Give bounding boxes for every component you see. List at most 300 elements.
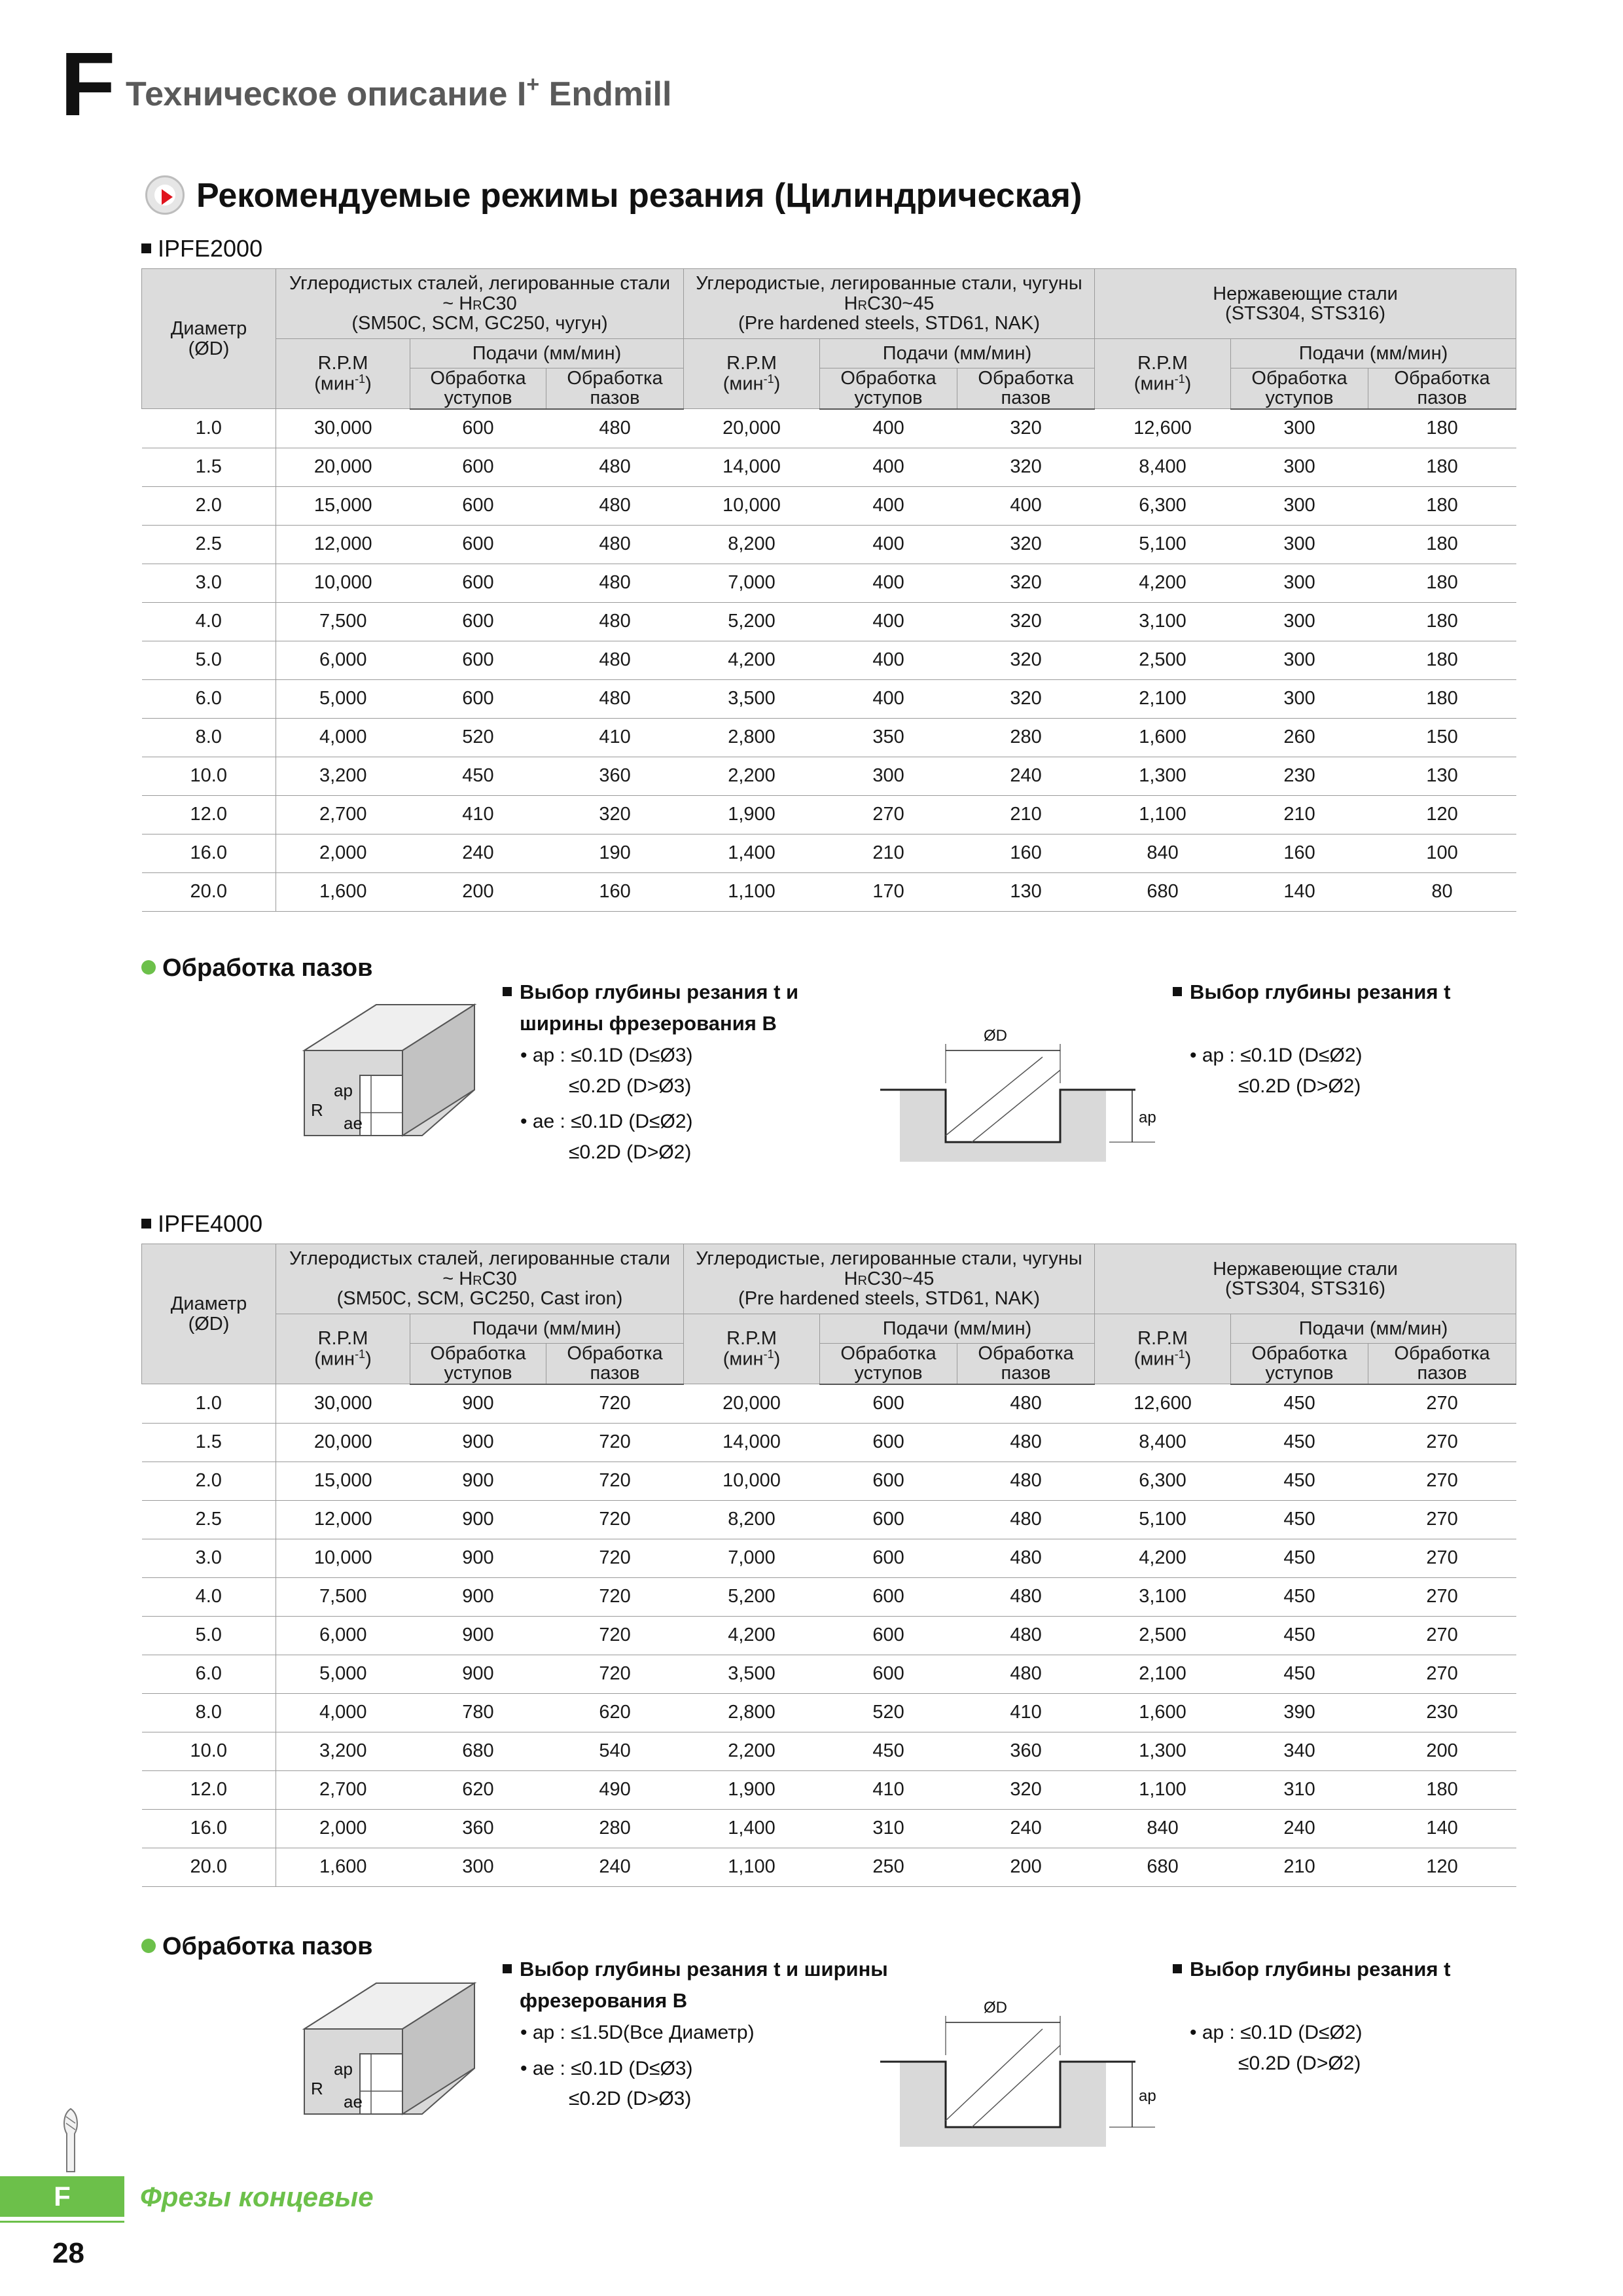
material-group-header: Углеродистых сталей, легированные стали ~ HRC30 (SM50C, SCM, GC250, Cast iron) [276,1244,684,1314]
table-cell: 14,000 [684,448,820,486]
table-cell: 180 [1368,1770,1516,1809]
table-cell: 3.0 [142,1539,276,1577]
table-cell: 2,500 [1095,1616,1231,1655]
table-cell: 450 [1231,1577,1368,1616]
table-cell: 320 [957,602,1095,641]
table-cell: 270 [820,795,957,834]
table-row [142,1500,1516,1539]
table-cell: 320 [957,448,1095,486]
table-row [142,679,1516,718]
slot-title-1: Обработка пазов [141,956,373,980]
table-cell: 16.0 [142,1809,276,1848]
table-cell: 320 [957,564,1095,602]
rpm-header: R.P.M (мин$^{-1}$) [276,339,410,409]
table-cell: 280 [957,718,1095,757]
table-cell: 14,000 [684,1423,820,1462]
r-label-2: R [311,2079,323,2098]
table-cell: 450 [820,1732,957,1770]
header-title-sup: + [526,72,540,97]
table-cell: 5.0 [142,641,276,679]
cutting-table-ipfe4000 [141,1244,1516,1887]
table-cell: 2,200 [684,1732,820,1770]
table-row [142,757,1516,795]
feed-header: Подачи (мм/мин) [1231,339,1516,368]
table-cell: 16.0 [142,834,276,872]
feed-header: Подачи (мм/мин) [410,339,684,368]
slot-machining-header: Обработка пазов [957,368,1095,409]
table-cell: 2,100 [1095,1655,1231,1693]
rpm-header: R.P.M (мин$^{-1}$) [1095,1314,1231,1384]
table-row [142,1577,1516,1616]
table-cell: 360 [546,757,684,795]
green-dot-icon [141,960,156,975]
table-cell: 180 [1368,679,1516,718]
condition-list-1a: • ap : ≤0.1D (D≤Ø3) ≤0.2D (D>Ø3) • ae : ≤0.1D (D≤Ø2) ≤0.2D (D>Ø2) [520,1045,693,1163]
table-row [142,1616,1516,1655]
table-cell: 200 [1368,1732,1516,1770]
selection-heading-1a: Выбор глубины резания t и ширины фрезерования B [503,977,798,1039]
table-cell: 4,200 [684,1616,820,1655]
table-cell: 840 [1095,834,1231,872]
material-group-header: Нержавеющие стали (STS304, STS316) [1095,269,1516,339]
table-cell: 480 [546,409,684,448]
table-cell: 270 [1368,1384,1516,1424]
table-cell: 1,900 [684,1770,820,1809]
feed-header: Подачи (мм/мин) [1231,1314,1516,1344]
model-label-ipfe2000: IPFE2000 [141,237,262,260]
table-cell: 270 [1368,1655,1516,1693]
table-cell: 390 [1231,1693,1368,1732]
table-row [142,1384,1516,1424]
table-cell: 540 [546,1732,684,1770]
table-row [142,1539,1516,1577]
table-cell: 8,400 [1095,1423,1231,1462]
table-cell: 1.5 [142,448,276,486]
table-cell: 2.0 [142,1462,276,1500]
table-cell: 600 [820,1500,957,1539]
table-cell: 900 [410,1577,546,1616]
table-cell: 300 [1231,564,1368,602]
table-cell: 1,100 [684,1848,820,1886]
table-cell: 300 [1231,679,1368,718]
table-cell: 10,000 [684,486,820,525]
table-cell: 2.0 [142,486,276,525]
table-cell: 480 [957,1500,1095,1539]
table-cell: 250 [820,1848,957,1886]
table-cell: 720 [546,1500,684,1539]
table-cell: 900 [410,1539,546,1577]
table-cell: 600 [410,641,546,679]
table-cell: 900 [410,1500,546,1539]
table-cell: 450 [1231,1539,1368,1577]
table-cell: 320 [957,1770,1095,1809]
table-cell: 300 [1231,525,1368,564]
cutting-table-ipfe2000 [141,268,1516,912]
ae-label-1: ae [344,1113,363,1133]
table-cell: 400 [820,525,957,564]
rpm-header: R.P.M (мин$^{-1}$) [684,339,820,409]
table-cell: 310 [820,1809,957,1848]
table-cell: 6.0 [142,679,276,718]
table-cell: 300 [1231,602,1368,641]
slot-machining-header: Обработка пазов [1368,368,1516,409]
table-cell: 5,000 [276,1655,410,1693]
table-row [142,795,1516,834]
chapter-tab: F [0,2176,124,2217]
material-group-header: Углеродистые, легированные стали, чугуны HRC30~45 (Pre hardened steels, STD61, NAK) [684,1244,1095,1314]
table-cell: 6,300 [1095,1462,1231,1500]
table-cell: 20,000 [276,1423,410,1462]
ap-label-1: ap [334,1081,353,1100]
table-cell: 15,000 [276,486,410,525]
table-cell: 720 [546,1539,684,1577]
table-cell: 600 [410,486,546,525]
table-cell: 180 [1368,564,1516,602]
table-cell: 720 [546,1655,684,1693]
table-cell: 280 [546,1809,684,1848]
table-cell: 5,000 [276,679,410,718]
table-cell: 3,500 [684,1655,820,1693]
category-label: Фрезы концевые [140,2181,374,2212]
table-cell: 780 [410,1693,546,1732]
table-cell: 300 [1231,448,1368,486]
table-row [142,486,1516,525]
condition-list-2b: • ap : ≤0.1D (D≤Ø2) ≤0.2D (D>Ø2) [1190,2022,1363,2074]
table-cell: 130 [957,872,1095,911]
table-cell: 20,000 [276,448,410,486]
table-cell: 270 [1368,1500,1516,1539]
table-cell: 480 [957,1655,1095,1693]
table-cell: 160 [1231,834,1368,872]
slot-machining-header: Обработка пазов [957,1344,1095,1384]
table-cell: 400 [820,409,957,448]
table-cell: 10.0 [142,1732,276,1770]
table-cell: 1,300 [1095,1732,1231,1770]
table-cell: 680 [1095,872,1231,911]
table-cell: 1,600 [276,1848,410,1886]
table-cell: 450 [1231,1384,1368,1424]
table-cell: 1,600 [1095,1693,1231,1732]
table-cell: 270 [1368,1616,1516,1655]
table-cell: 300 [1231,641,1368,679]
table-cell: 30,000 [276,409,410,448]
table-cell: 12.0 [142,795,276,834]
feed-header: Подачи (мм/мин) [820,339,1095,368]
table-cell: 3,500 [684,679,820,718]
table-cell: 3.0 [142,564,276,602]
table-cell: 1,600 [1095,718,1231,757]
table-cell: 20,000 [684,409,820,448]
table-cell: 270 [1368,1462,1516,1500]
table-cell: 160 [546,872,684,911]
table-cell: 340 [1231,1732,1368,1770]
table-cell: 230 [1368,1693,1516,1732]
table-cell: 410 [410,795,546,834]
table-cell: 900 [410,1423,546,1462]
table-cell: 7,000 [684,564,820,602]
r-label-1: R [311,1100,323,1120]
table-cell: 480 [546,564,684,602]
table-cell: 480 [546,486,684,525]
table-cell: 200 [957,1848,1095,1886]
table-cell: 1.5 [142,1423,276,1462]
selection-heading-1b: Выбор глубины резания t [1173,977,1450,1008]
table-cell: 4,200 [1095,564,1231,602]
table-cell: 900 [410,1616,546,1655]
table-cell: 300 [410,1848,546,1886]
table-cell: 600 [410,409,546,448]
table-cell: 300 [1231,486,1368,525]
footer-rule [0,2221,124,2223]
table-cell: 400 [957,486,1095,525]
table-cell: 120 [1368,1848,1516,1886]
table-cell: 12,000 [276,525,410,564]
table-cell: 2,700 [276,1770,410,1809]
table-cell: 3,100 [1095,602,1231,641]
od-label-1: ØD [984,1027,1007,1045]
table-cell: 5,200 [684,1577,820,1616]
table-row [142,564,1516,602]
table-cell: 2,100 [1095,679,1231,718]
table-cell: 350 [820,718,957,757]
slot-machining-header: Обработка пазов [1368,1344,1516,1384]
table-cell: 840 [1095,1809,1231,1848]
table-cell: 600 [820,1423,957,1462]
table-cell: 30,000 [276,1384,410,1424]
table-cell: 600 [820,1539,957,1577]
table-cell: 900 [410,1462,546,1500]
table-cell: 4.0 [142,1577,276,1616]
ap-label-2: ap [334,2059,353,2079]
table-cell: 8.0 [142,1693,276,1732]
step-machining-header: Обработка уступов [820,1344,957,1384]
table-cell: 400 [820,486,957,525]
table-row [142,448,1516,486]
table-cell: 210 [957,795,1095,834]
table-cell: 5,200 [684,602,820,641]
table-cell: 210 [1231,795,1368,834]
table-cell: 400 [820,448,957,486]
table-row [142,525,1516,564]
table-cell: 150 [1368,718,1516,757]
table-cell: 480 [546,448,684,486]
table-cell: 600 [410,564,546,602]
table-cell: 360 [410,1809,546,1848]
table-cell: 410 [957,1693,1095,1732]
table-row [142,872,1516,911]
table-cell: 180 [1368,525,1516,564]
table-cell: 300 [820,757,957,795]
page-header-title [126,72,672,113]
table-cell: 320 [957,641,1095,679]
table-cell: 240 [1231,1809,1368,1848]
table-cell: 320 [957,679,1095,718]
table-cell: 320 [957,409,1095,448]
table-cell: 320 [957,525,1095,564]
table-cell: 130 [1368,757,1516,795]
table-cell: 600 [410,448,546,486]
table-cell: 270 [1368,1577,1516,1616]
table-cell: 210 [1231,1848,1368,1886]
table-cell: 140 [1231,872,1368,911]
table-cell: 4,000 [276,718,410,757]
rpm-header: R.P.M (мин$^{-1}$) [276,1314,410,1384]
table-cell: 2,500 [1095,641,1231,679]
table-cell: 400 [820,679,957,718]
table-cell: 480 [546,602,684,641]
table-cell: 10,000 [276,1539,410,1577]
table-cell: 2,200 [684,757,820,795]
table-cell: 720 [546,1423,684,1462]
table-cell: 620 [410,1770,546,1809]
table-cell: 12.0 [142,1770,276,1809]
table-cell: 360 [957,1732,1095,1770]
table-row [142,718,1516,757]
table-cell: 1.0 [142,1384,276,1424]
table-cell: 20.0 [142,1848,276,1886]
table-cell: 2,000 [276,834,410,872]
table-cell: 8,400 [1095,448,1231,486]
condition-list-1b: • ap : ≤0.1D (D≤Ø2) ≤0.2D (D>Ø2) [1190,1045,1363,1097]
section-title: Рекомендуемые режимы резания (Цилиндрическая) [196,177,1082,215]
slot-machining-header: Обработка пазов [546,368,684,409]
table-cell: 5.0 [142,1616,276,1655]
table-row [142,1693,1516,1732]
table-row [142,409,1516,448]
table-cell: 480 [546,641,684,679]
cross-section-diagram-2 [880,1996,1175,2153]
table-cell: 480 [957,1539,1095,1577]
table-cell: 600 [820,1616,957,1655]
table-cell: 600 [820,1384,957,1424]
ap-label-2b: ap [1139,2087,1156,2105]
table-row [142,1848,1516,1886]
table-row [142,1423,1516,1462]
table-cell: 480 [546,679,684,718]
table-cell: 1,300 [1095,757,1231,795]
table-cell: 20.0 [142,872,276,911]
table-cell: 100 [1368,834,1516,872]
table-cell: 4,200 [1095,1539,1231,1577]
table-cell: 720 [546,1462,684,1500]
selection-heading-2b: Выбор глубины резания t [1173,1954,1450,1985]
step-machining-header: Обработка уступов [410,1344,546,1384]
table-cell: 4,000 [276,1693,410,1732]
table-cell: 7,500 [276,1577,410,1616]
table-cell: 1,400 [684,834,820,872]
table-cell: 410 [546,718,684,757]
slot-machining-header: Обработка пазов [546,1344,684,1384]
table-cell: 2,700 [276,795,410,834]
table-cell: 10,000 [276,564,410,602]
rpm-header: R.P.M (мин$^{-1}$) [1095,339,1231,409]
table-cell: 600 [820,1655,957,1693]
table-row [142,1655,1516,1693]
table-cell: 450 [1231,1500,1368,1539]
table-cell: 1,900 [684,795,820,834]
table-cell: 210 [820,834,957,872]
table-cell: 240 [957,757,1095,795]
step-machining-header: Обработка уступов [1231,1344,1368,1384]
green-dot-icon [141,1939,156,1953]
table-cell: 10.0 [142,757,276,795]
diameter-header: Диаметр (ØD) [142,269,276,409]
table-cell: 180 [1368,641,1516,679]
table-cell: 1.0 [142,409,276,448]
table-cell: 2.5 [142,1500,276,1539]
table-cell: 180 [1368,448,1516,486]
table-cell: 680 [410,1732,546,1770]
table-cell: 240 [546,1848,684,1886]
table-cell: 600 [410,679,546,718]
step-machining-header: Обработка уступов [1231,368,1368,409]
table-cell: 8,200 [684,525,820,564]
rpm-header: R.P.M (мин$^{-1}$) [684,1314,820,1384]
table-row [142,1732,1516,1770]
table-cell: 270 [1368,1539,1516,1577]
table-cell: 450 [1231,1423,1368,1462]
play-bullet-icon [145,175,185,215]
table-cell: 490 [546,1770,684,1809]
table-cell: 200 [410,872,546,911]
table-cell: 4.0 [142,602,276,641]
material-group-header: Углеродистые, легированные стали, чугуны HRC30~45 (Pre hardened steels, STD61, NAK) [684,269,1095,339]
table-cell: 240 [410,834,546,872]
table-cell: 8,200 [684,1500,820,1539]
table-cell: 400 [820,602,957,641]
table-cell: 520 [820,1693,957,1732]
step-machining-header: Обработка уступов [820,368,957,409]
slot-title-2: Обработка пазов [141,1934,373,1959]
slot-block-diagram-1 [298,998,494,1149]
table-cell: 240 [957,1809,1095,1848]
table-cell: 170 [820,872,957,911]
table-cell: 620 [546,1693,684,1732]
table-cell: 6,000 [276,1616,410,1655]
condition-list-2a: • ap : ≤1.5D(Все Диаметр) • ae : ≤0.1D (D≤Ø3) ≤0.2D (D>Ø3) [520,2022,755,2109]
slot-block-diagram-2 [298,1977,494,2127]
od-label-2: ØD [984,1999,1007,2017]
table-cell: 6,000 [276,641,410,679]
table-cell: 480 [546,525,684,564]
material-group-header: Нержавеющие стали (STS304, STS316) [1095,1244,1516,1314]
table-cell: 1,400 [684,1809,820,1848]
table-cell: 160 [957,834,1095,872]
table-cell: 1,100 [1095,795,1231,834]
table-cell: 10,000 [684,1462,820,1500]
table-cell: 400 [820,564,957,602]
table-cell: 260 [1231,718,1368,757]
table-row [142,1462,1516,1500]
page-number: 28 [52,2237,84,2269]
table-row [142,1809,1516,1848]
table-cell: 600 [410,602,546,641]
table-cell: 600 [820,1462,957,1500]
model-label-ipfe4000: IPFE4000 [141,1212,262,1236]
table-cell: 410 [820,1770,957,1809]
table-cell: 320 [546,795,684,834]
table-cell: 520 [410,718,546,757]
table-cell: 3,100 [1095,1577,1231,1616]
table-cell: 6,300 [1095,486,1231,525]
table-cell: 12,600 [1095,1384,1231,1424]
table-cell: 2,800 [684,1693,820,1732]
table-cell: 900 [410,1655,546,1693]
table-cell: 20,000 [684,1384,820,1424]
ae-label-2: ae [344,2092,363,2111]
table-cell: 1,600 [276,872,410,911]
table-cell: 140 [1368,1809,1516,1848]
